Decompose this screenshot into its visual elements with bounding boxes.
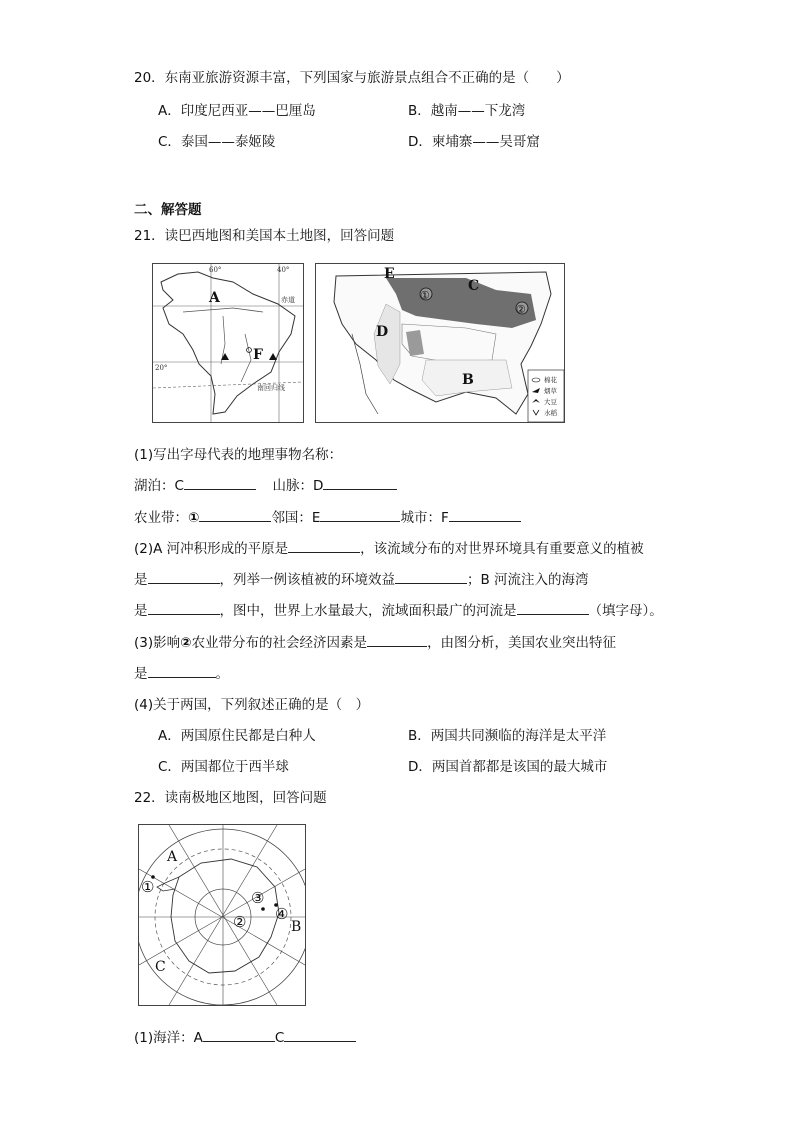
usa-circle-2: ② [516,303,526,316]
q21-part3-text: ，由图分析，美国农业突出特征 [427,635,617,651]
q21-part4-stem: (4)关于两国，下列叙述正确的是（ ） [134,697,370,713]
q21-part2-text: （填字母）。 [588,603,663,619]
antarctica-circle-4: ④ [275,905,289,923]
q21-agri-belt-circle-1: ① [188,510,200,526]
river-answer-blank[interactable] [517,600,589,615]
brazil-label-a: A [209,290,220,306]
antarctica-label-a: A [167,849,178,865]
brazil-label-f: F [253,347,263,363]
usa-label-e: E [384,266,395,282]
lake-answer-blank[interactable] [184,475,256,490]
agri-belt-answer-blank[interactable] [199,507,271,522]
q22-ocean-label-c: C [274,1030,285,1046]
usa-label-b: B [462,372,474,388]
antarctica-circle-2: ② [233,913,247,931]
q21-lake-label: 湖泊：C [134,478,184,494]
q20-option-a: A．印度尼西亚——巴厘岛 [158,103,316,119]
usa-legend-item: 大豆 [544,398,557,406]
vegetation-answer-blank[interactable] [148,569,220,584]
usa-label-c: C [468,278,480,294]
q21-option-a: A．两国原住民都是白种人 [158,728,316,744]
usa-legend-item: 烟草 [544,387,557,395]
usa-legend-item: 棉花 [544,376,557,384]
usa-map [315,263,565,423]
q21-part3-text: 农业带分布的社会经济因素是 [191,635,368,651]
usa-circle-1: ① [420,289,430,302]
brazil-lon-60-label: 60° [209,266,222,274]
q20-option-b: B．越南——下龙湾 [408,103,526,119]
q21-part2-text: ，该流域分布的对世界环境具有重要意义的植被 [360,541,644,557]
q20-option-c: C．泰国——泰姬陵 [158,134,276,150]
brazil-map [152,263,304,423]
antarctica-label-c: C [155,959,166,975]
q21-part2-text: 是 [134,603,148,619]
q21-mountain-label: 山脉：D [272,478,324,494]
q21-option-b: B．两国共同濒临的海洋是太平洋 [408,728,607,744]
q21-agri-belt-label: 农业带： [134,510,188,526]
city-answer-blank[interactable] [449,507,521,522]
q21-city-label: 城市：F [400,510,449,526]
antarctica-circle-3: ③ [251,889,265,907]
q21-part2-text: ，图中，世界上水量最大，流域面积最广的河流是 [219,603,517,619]
section-title: 二、解答题 [134,202,202,218]
antarctica-map [138,824,306,1006]
q21-part2-text: 是 [134,572,148,588]
factor-answer-blank[interactable] [367,632,427,647]
q21-part3-text: (3)影响 [134,635,181,651]
mountain-answer-blank[interactable] [323,475,397,490]
plain-answer-blank[interactable] [288,538,360,553]
q21-part3-text: 是 [134,666,148,682]
brazil-tropic-label: 南回归线 [257,384,285,392]
q22-stem: 22．读南极地区地图，回答问题 [134,790,327,806]
q22-ocean-label-a: (1)海洋：A [134,1030,203,1046]
q21-option-c: C．两国都位于西半球 [158,759,289,775]
q21-part3-text: 。 [215,666,229,682]
q20-stem: 20．东南亚旅游资源丰富，下列国家与旅游景点组合不正确的是（ ） [134,70,570,86]
q21-option-d: D．两国首都都是该国的最大城市 [408,759,608,775]
feature-answer-blank[interactable] [148,663,216,678]
usa-label-d: D [376,324,389,340]
brazil-lon-40-label: 40° [277,266,290,274]
q21-part2-text: ，列举一例该植被的环境效益 [219,572,395,588]
q21-part2-text: ；B 河流注入的海湾 [467,572,589,588]
q21-part2-text: (2)A 河冲积形成的平原是 [134,541,289,557]
benefit-answer-blank[interactable] [395,569,467,584]
neighbor-answer-blank[interactable] [320,507,400,522]
ocean-a-answer-blank[interactable] [203,1027,275,1042]
q20-option-d: D．柬埔寨——吴哥窟 [408,134,540,150]
q21-neighbor-label: 邻国：E [271,510,321,526]
q21-stem: 21．读巴西地图和美国本土地图，回答问题 [134,228,395,244]
antarctica-circle-1: ① [141,878,155,896]
gulf-answer-blank[interactable] [148,600,220,615]
ocean-c-answer-blank[interactable] [284,1027,356,1042]
q21-part1-prompt: (1)写出字母代表的地理事物名称： [134,447,343,463]
q21-part3-circle-2: ② [180,635,192,651]
usa-legend-item: 水稻 [544,409,557,417]
brazil-equator-label: 赤道 [281,296,295,304]
antarctica-label-b: B [291,919,302,935]
brazil-lat-20-label: 20° [155,364,168,372]
